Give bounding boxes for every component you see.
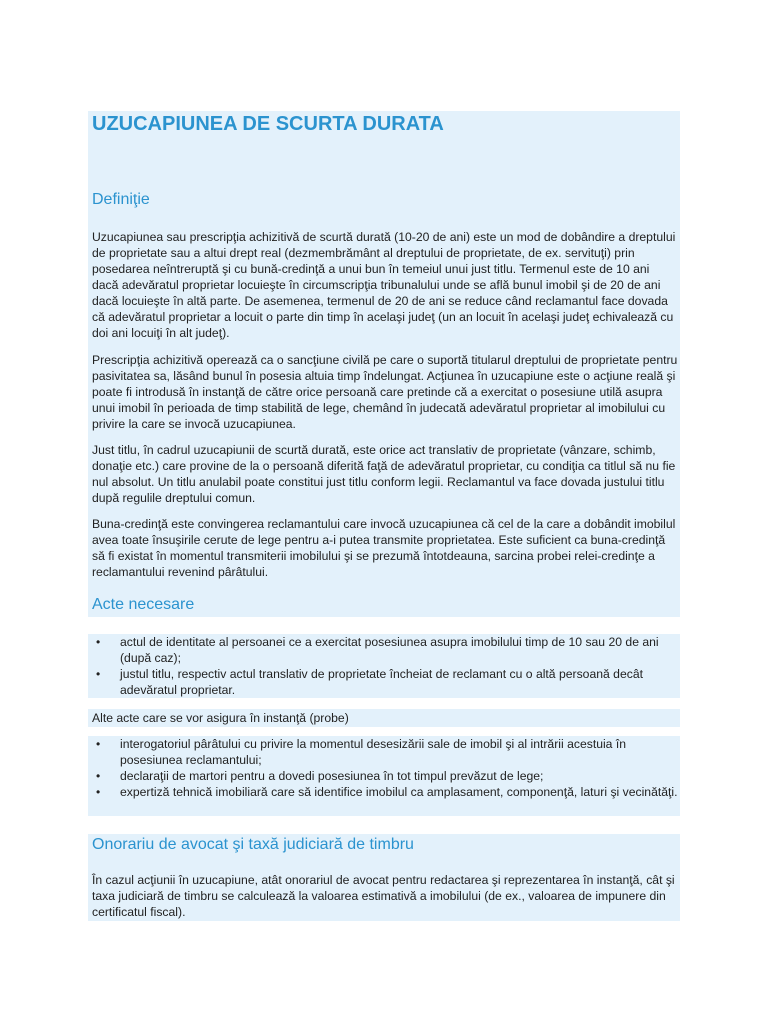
onorariu-panel xyxy=(88,834,680,921)
acte-list xyxy=(88,634,680,698)
definitie-paragraph-4: Buna-credinţă este convingerea reclamantului care invocă uzucapiunea că cel de la care a dobândit imobilul avea toate însuşirile cerute de lege pentru a-i putea transmite proprietatea. Este suficient ca buna-credinţă să fi existat în momentul transmiterii imobilului şi se prezumă întotdeauna, sarcina probei relei-credinţe a reclamantului revenind pârâtului. xyxy=(92,517,676,579)
probe-list-panel xyxy=(88,736,680,816)
list-item: • actul de identitate al persoanei ce a exercitat posesiunea asupra imobilului timp de 10 sau 20 de ani (după caz); xyxy=(120,634,680,666)
probe-list xyxy=(88,736,680,800)
definitie-paragraph-1: Uzucapiunea sau prescripţia achizitivă de scurtă durată (10-20 de ani) este un mod de dobândire a dreptului de proprietate sau a altui drept real (dezmembrământ al dreptului de proprietate, de ex. servituţi) prin posedarea neîntreruptă şi cu bună-credinţă a unui bun în temeiul unui just titlu. Termenul este de 10 ani dacă adevăratul proprietar locuieşte în circumscripţia tribunalului unde se află bunul imobil şi de 20 de ani dacă locuieşte în altă parte. De asemenea, termenul de 20 de ani se reduce când reclamantul face dovada că adevăratul proprietar a locuit o parte din timp în acelaşi judeţ (un an locuit în acelaşi judeţ echivalează cu doi ani locuiţi în alt judeţ). xyxy=(92,230,676,340)
definitie-paragraph-3: Just titlu, în cadrul uzucapiunii de scurtă durată, este orice act translativ de proprietate (vânzare, schimb, donaţie etc.) care provine de la o persoană diferită faţă de adevăratul proprietar, cu condiţia ca titlul să nu fie nul absolut. Un titlu anulabil poate constitui just titlu conform legii. Reclamantul va face dovada justului titlu după regulile dreptului comun. xyxy=(92,443,676,505)
list-item: • interogatoriul pârâtului cu privire la momentul desesizării sale de imobil şi al intrării acestuia în posesiunea reclamantului; xyxy=(120,736,680,768)
list-item: • declaraţii de martori pentru a dovedi posesiunea în tot timpul prevăzut de lege; xyxy=(120,768,680,784)
acte-list-panel xyxy=(88,634,680,698)
document-title: UZUCAPIUNEA DE SCURTA DURATA xyxy=(92,113,444,135)
onorariu-paragraph: În cazul acţiunii în uzucapiune, atât onorariul de avocat pentru redactarea şi reprezentarea în instanţă, cât şi taxa judiciară de timbru se calculează la valoarea estimativă a imobilului (de ex., valoarea de impunere din certificatul fiscal). xyxy=(92,873,675,919)
definitie-paragraph-2: Prescripţia achizitivă operează ca o sancţiune civilă pe care o suportă titularul dreptului de proprietate pentru pasivitatea sa, lăsând bunul în posesia altuia timp îndelungat. Acţiunea în uzucapiune este o acţiune reală şi poate fi introdusă în instanţă de către orice persoană care pretinde că a exercitat o posesiune utilă asupra unui imobil în perioada de timp stabilită de lege, chemând în judecată adevăratul proprietar al imobilului cu privire la care se invocă uzucapiunea. xyxy=(92,353,678,431)
other-acts-panel xyxy=(88,709,680,727)
list-item: • expertiză tehnică imobiliară care să identifice imobilul ca amplasament, componenţă, laturi şi vecinătăţi. xyxy=(120,784,680,800)
list-item: • justul titlu, respectiv actul translativ de proprietate încheiat de reclamant cu o altă persoană decât adevăratul proprietar. xyxy=(120,666,680,698)
onorariu-heading: Onorariu de avocat şi taxă judiciară de timbru xyxy=(92,836,414,853)
other-acts-label: Alte acte care se vor asigura în instanţă (probe) xyxy=(92,711,349,725)
definitie-heading: Definiţie xyxy=(92,191,150,208)
acte-heading: Acte necesare xyxy=(92,596,195,613)
definition-panel xyxy=(88,111,680,617)
